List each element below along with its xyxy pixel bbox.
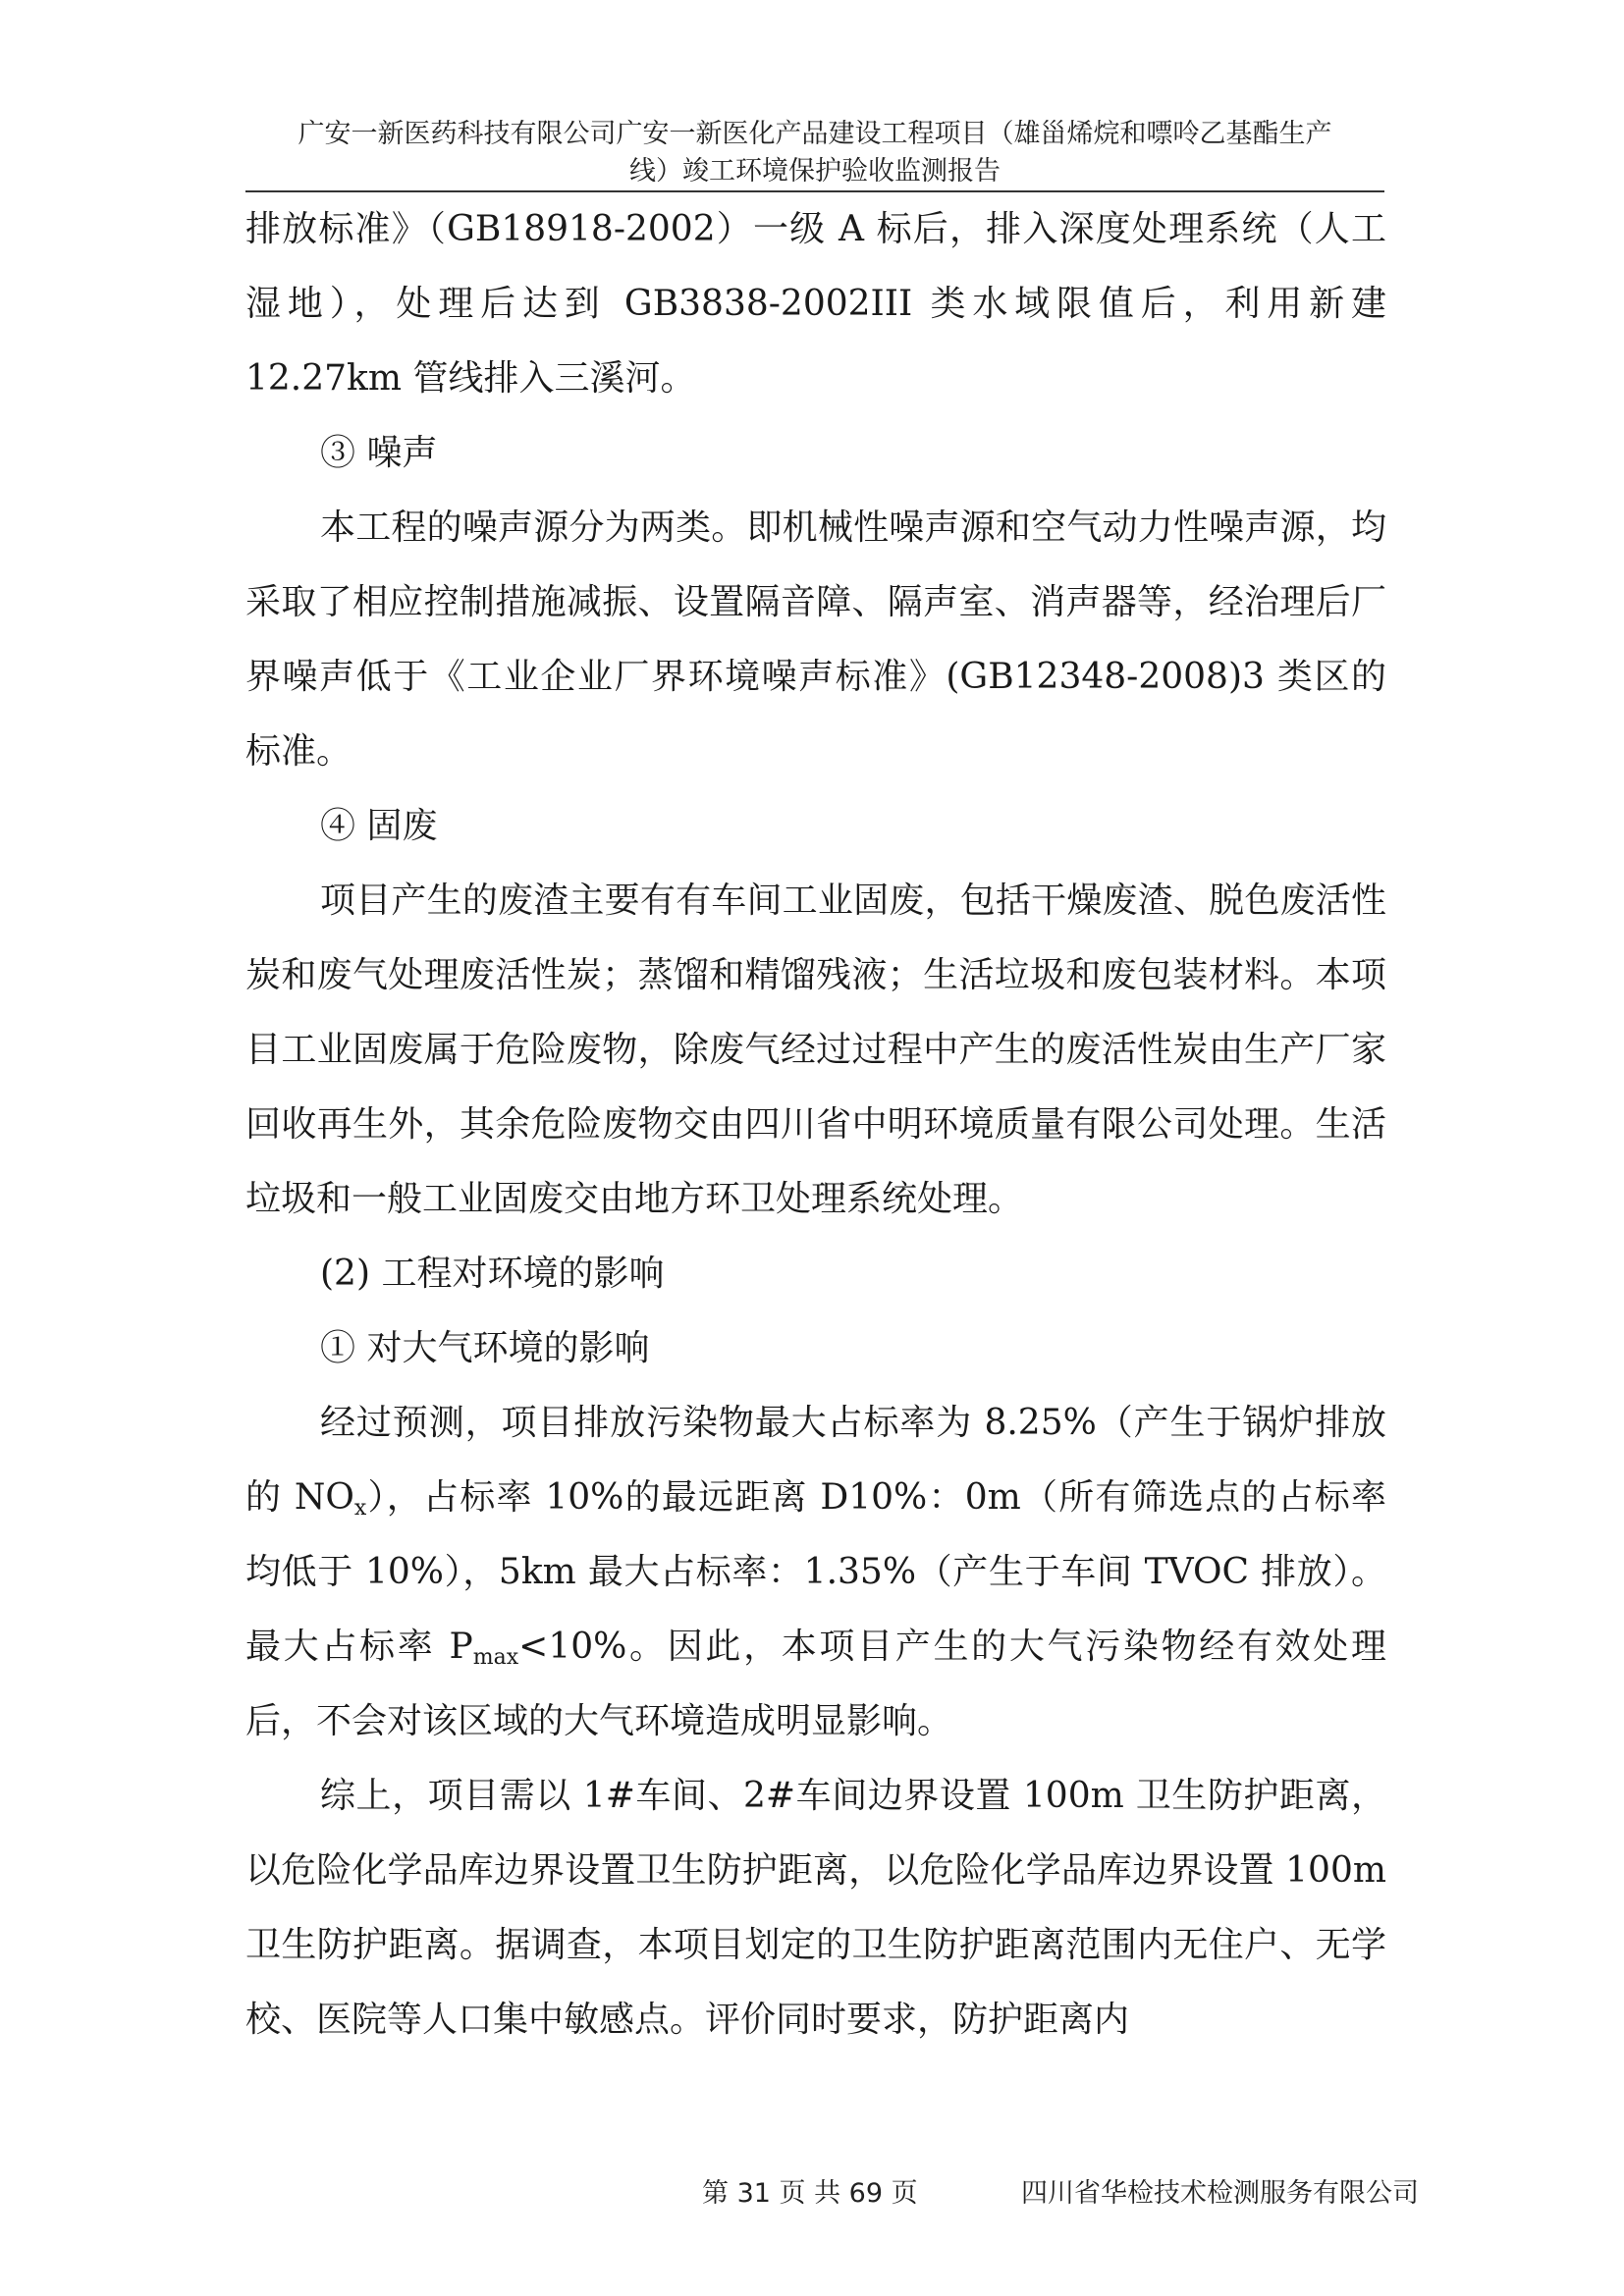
paragraph-solid-waste: 项目产生的废渣主要有有车间工业固废，包括干燥废渣、脱色废活性炭和废气处理废活性炭；蒸馏和精馏残液；生活垃圾和废包装材料。本项目工业固废属于危险废物，除废气经过过程中产生的废活性炭由生产厂家回收再生外，其余危险废物交由四川省中明环境质量有限公司处理。生活垃圾和一般工业固废交由地方环卫处理系统处理。	[245, 881, 1386, 1219]
header-title-line1: 广安一新医药科技有限公司广安一新医化产品建设工程项目（雄甾烯烷和嘌呤乙基酯生产	[298, 119, 1332, 149]
header-title-line2: 线）竣工环境保护验收监测报告	[629, 156, 1001, 187]
air-text-part2: ），占标率 10%的最远距离 D10%：0m（所有筛选点的占标率均低于 10%），5km 最大占标率：1.35%（产生于车间 TVOC 排放）。最大占标率 P	[245, 1477, 1386, 1667]
document-body	[245, 192, 1386, 2057]
page-header	[245, 116, 1384, 190]
company-name: 四川省华检技术检测服务有限公司	[1021, 2178, 1419, 2209]
section-heading-air-impact: ① 对大气环境的影响	[320, 1328, 650, 1368]
paragraph-air-impact	[245, 1386, 1386, 1759]
air-text-part3: <10%。因此，本项目产生的大气污染物经有效处理后，不会对该区域的大气环境造成明显影响。	[245, 1627, 1386, 1741]
paragraph-summary: 综上，项目需以 1#车间、2#车间边界设置 100m 卫生防护距离，以危险化学品库边界设置卫生防护距离，以危险化学品库边界设置 100m 卫生防护距离。据调查，本项目划定的卫生防护距离范围内无住户、无学校、医院等人口集中敏感点。评价同时要求，防护距离内	[245, 1776, 1386, 2040]
section-heading-solid-waste: ④ 固废	[320, 806, 438, 846]
paragraph-wastewater-continued: 排放标准》（GB18918-2002）一级 A 标后，排入深度处理系统（人工湿地），处理后达到 GB3838-2002III 类水域限值后，利用新建 12.27km 管线排入三溪河。	[245, 209, 1386, 399]
pmax-subscript: max	[472, 1645, 519, 1670]
paragraph-noise: 本工程的噪声源分为两类。即机械性噪声源和空气动力性噪声源，均采取了相应控制措施减振、设置隔音障、隔声室、消声器等，经治理后厂界噪声低于《工业企业厂界环境噪声标准》(GB12348-2008)3 类区的标准。	[245, 507, 1386, 772]
page-number: 第 31 页 共 69 页	[702, 2178, 918, 2209]
air-text-part1: 经过预测，项目排放污染物最大占标率为 8.25%（产生于锅炉排放的 NO	[245, 1403, 1386, 1518]
section-heading-noise: ③ 噪声	[320, 433, 438, 473]
section-heading-environmental-impact: (2) 工程对环境的影响	[320, 1254, 665, 1294]
nox-subscript: x	[353, 1496, 367, 1521]
